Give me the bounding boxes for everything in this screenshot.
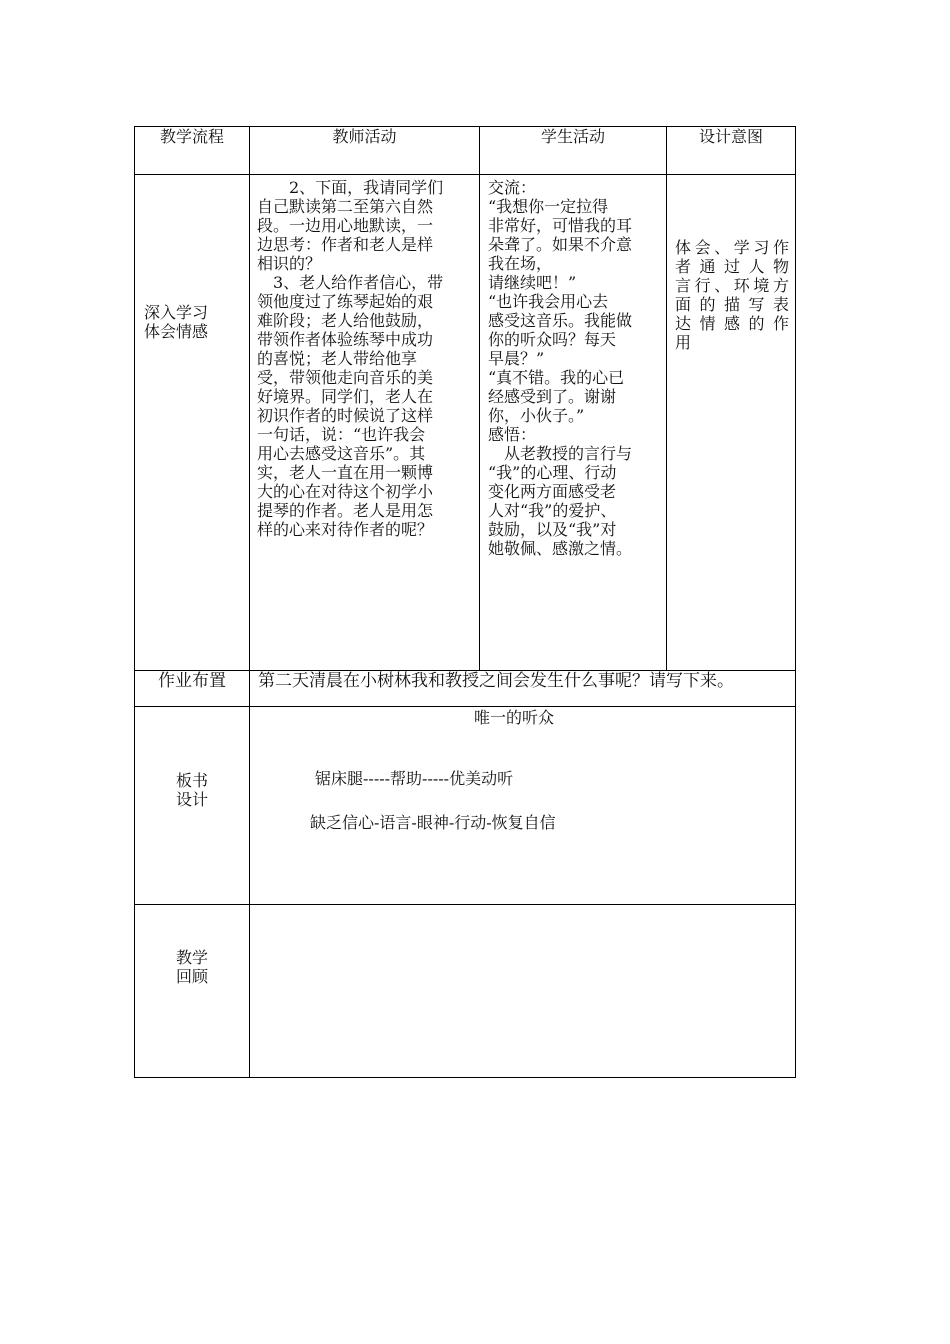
table-row-divider <box>134 174 796 175</box>
teacher-line: 大的心在对待这个初学小 <box>257 482 434 501</box>
teacher-line: 实，老人一直在用一颗博 <box>257 463 434 482</box>
header-intent: 设计意图 <box>698 127 763 146</box>
student-line: 感悟： <box>488 425 537 444</box>
student-line: 从老教授的言行与 <box>488 444 633 463</box>
teacher-line: 好境界。同学们，老人在 <box>257 387 434 406</box>
teacher-line: 用心去感受这音乐”。其 <box>257 444 426 463</box>
student-activity <box>488 178 662 558</box>
intent-line: 者通过人物 <box>675 257 789 276</box>
student-line: 经感受到了。谢谢 <box>488 387 617 406</box>
table-col-divider <box>479 126 480 671</box>
student-line: 非常好，可惜我的耳 <box>488 216 633 235</box>
teacher-line: 样的心来对待作者的呢？ <box>257 520 434 539</box>
teacher-line: 一句话，说：“也许我会 <box>257 425 426 444</box>
teacher-line: 带领作者体验练琴中成功 <box>257 330 434 349</box>
intent-line: 达情感的作 <box>675 314 789 333</box>
table-col-divider <box>666 126 667 671</box>
header-teacher: 教师活动 <box>332 127 397 146</box>
teacher-line: 受，带领他走向音乐的美 <box>257 368 434 387</box>
teacher-line: 初识作者的时候说了这样 <box>257 406 434 425</box>
student-line: “我想你一定拉得 <box>488 197 609 216</box>
intent-line: 用 <box>675 333 692 352</box>
student-line: 鼓励，以及“我”对 <box>488 520 617 539</box>
section-label-line: 体会情感 <box>144 322 209 341</box>
review-label <box>135 948 249 986</box>
review-label-line: 回顾 <box>175 967 208 986</box>
board-label-line: 板书 <box>175 771 208 790</box>
student-line: 人对“我”的爱护、 <box>488 501 617 520</box>
lesson-plan-table <box>134 126 796 1078</box>
teacher-line: 领他度过了练琴起始的艰 <box>257 292 434 311</box>
student-line: 你的听众吗？每天 <box>488 330 617 349</box>
teacher-line: 段。一边用心地默读，一 <box>257 216 434 235</box>
student-line: 请继续吧！” <box>488 273 577 292</box>
student-line: 感受这音乐。我能做 <box>488 311 633 330</box>
student-line: “真不错。我的心已 <box>488 368 625 387</box>
table-border-right <box>795 126 796 1078</box>
review-content[interactable] <box>250 905 795 1076</box>
header-flow: 教学流程 <box>159 127 224 146</box>
homework-text: 第二天清晨在小树林我和教授之间会发生什么事呢？请写下来。 <box>258 671 734 691</box>
teacher-line: 提琴的作者。老人是用怎 <box>257 501 434 520</box>
student-line: 你，小伙子。” <box>488 406 585 425</box>
student-line: 我在场， <box>488 254 553 273</box>
board-line-2: 缺乏信心-语言-眼神-行动-恢复自信 <box>310 813 556 832</box>
board-title: 唯一的听众 <box>474 708 555 727</box>
intent-line: 言行、环境方 <box>675 276 789 295</box>
table-border-bottom <box>134 1077 796 1078</box>
table-row-divider <box>134 706 796 707</box>
teacher-line: 边思考：作者和老人是样 <box>257 235 434 254</box>
teacher-activity <box>257 178 473 539</box>
board-line-1: 锯床腿-----帮助-----优美动听 <box>315 769 514 788</box>
design-intent <box>675 238 789 352</box>
teacher-line: 3、老人给作者信心，带 <box>257 273 444 292</box>
teacher-line: 自己默读第二至第六自然 <box>257 197 434 216</box>
student-line: 她敬佩、感激之情。 <box>488 539 633 558</box>
teacher-line: 相识的？ <box>257 254 322 273</box>
table-border-left <box>134 126 135 1078</box>
student-line: 早晨？” <box>488 349 545 368</box>
intent-line: 体会、学习作 <box>675 238 789 257</box>
intent-line: 面的描写表 <box>675 295 789 314</box>
section-label <box>144 303 244 341</box>
teacher-line: 的喜悦；老人带给他享 <box>257 349 418 368</box>
header-student: 学生活动 <box>540 127 605 146</box>
student-line: “我”的心理、行动 <box>488 463 617 482</box>
teacher-line: 2、下面，我请同学们 <box>257 178 444 197</box>
student-line: 朵聋了。如果不介意 <box>488 235 633 254</box>
student-line: 交流： <box>488 178 537 197</box>
teacher-line: 难阶段；老人给他鼓励， <box>257 311 434 330</box>
section-label-line: 深入学习 <box>144 303 209 322</box>
student-line: “也许我会用心去 <box>488 292 609 311</box>
board-label-line: 设计 <box>175 790 208 809</box>
homework-label: 作业布置 <box>158 671 226 691</box>
student-line: 变化两方面感受老 <box>488 482 617 501</box>
board-label <box>135 771 249 809</box>
review-label-line: 教学 <box>175 948 208 967</box>
